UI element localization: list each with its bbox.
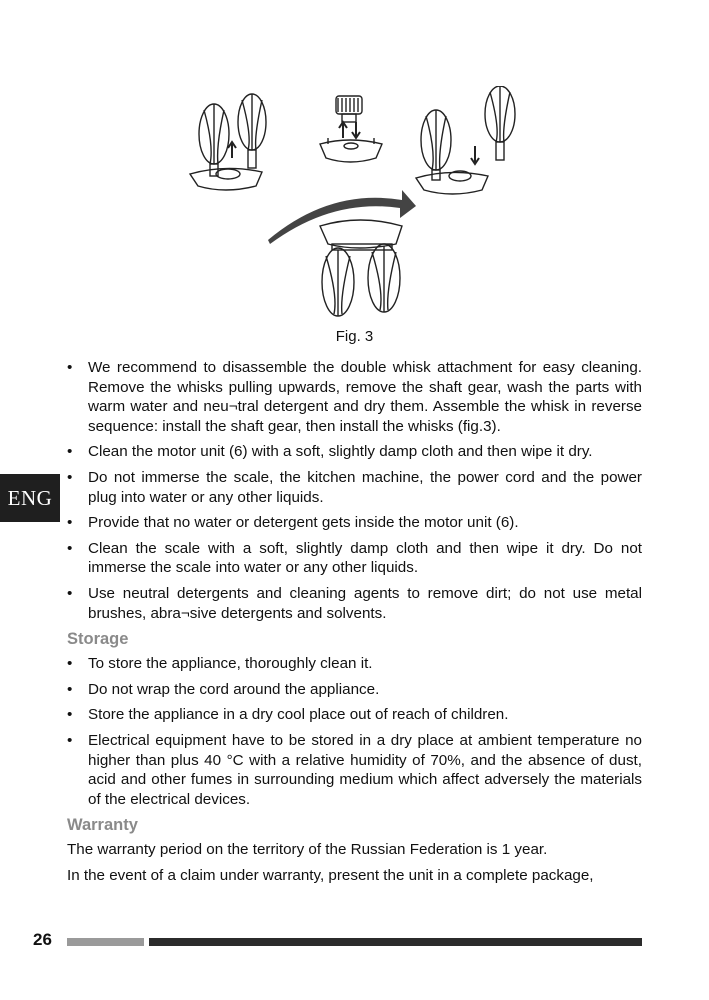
list-item: • Store the appliance in a dry cool place out of reach of children.	[67, 705, 642, 725]
list-item: • Clean the motor unit (6) with a soft, slightly damp cloth and then wipe it dry.	[67, 442, 642, 462]
footer-bar-light	[67, 938, 144, 946]
assembled-whisk	[320, 220, 402, 316]
list-item: • Do not wrap the cord around the appliance.	[67, 680, 642, 700]
storage-list	[67, 654, 642, 809]
page-number: 26	[33, 930, 52, 949]
storage-heading: Storage	[67, 630, 129, 649]
figure-caption: Fig. 3	[335, 328, 374, 345]
left-whisk-group	[190, 94, 266, 190]
list-item: • We recommend to disassemble the double whisk attachment for easy cleaning. Remove the whisks pulling upwards, remove the shaft gear, wash the parts with warm water and neu¬tral detergent and dry them. Assemble the whisk in reverse sequence: install the shaft gear, then install the whisks (fig.3).	[67, 358, 642, 436]
whisk-disassembly-illustration	[170, 86, 530, 321]
list-item: • Use neutral detergents and cleaning agents to remove dirt; do not use metal brushes, abra¬sive detergents and solvents.	[67, 584, 642, 623]
right-whisk-group	[416, 86, 515, 194]
list-item: • Provide that no water or detergent gets inside the motor unit (6).	[67, 513, 642, 533]
list-item: • Clean the scale with a soft, slightly damp cloth and then wipe it dry. Do not immerse the scale into water or any other liquids.	[67, 539, 642, 578]
warranty-paragraph: In the event of a claim under warranty, present the unit in a complete package,	[67, 866, 594, 884]
cleaning-list	[67, 358, 642, 623]
language-tab: ENG	[0, 474, 60, 522]
footer-bar-dark	[149, 938, 642, 946]
page-content	[67, 358, 642, 891]
curved-arrow	[268, 190, 416, 244]
list-item: • To store the appliance, thoroughly clean it.	[67, 654, 642, 674]
list-item: • Electrical equipment have to be stored in a dry place at ambient temperature no higher than plus 40 °C with a relative humidity of 70%, and the absence of dust, acid and other fumes in surrounding medium which affect adversely the materials of the electrical devices.	[67, 731, 642, 809]
warranty-heading: Warranty	[67, 816, 138, 835]
shaft-gear-group	[320, 96, 382, 162]
list-item: • Do not immerse the scale, the kitchen machine, the power cord and the power plug into water or any other liquids.	[67, 468, 642, 507]
warranty-paragraph: The warranty period on the territory of the Russian Federation is 1 year.	[67, 841, 548, 859]
